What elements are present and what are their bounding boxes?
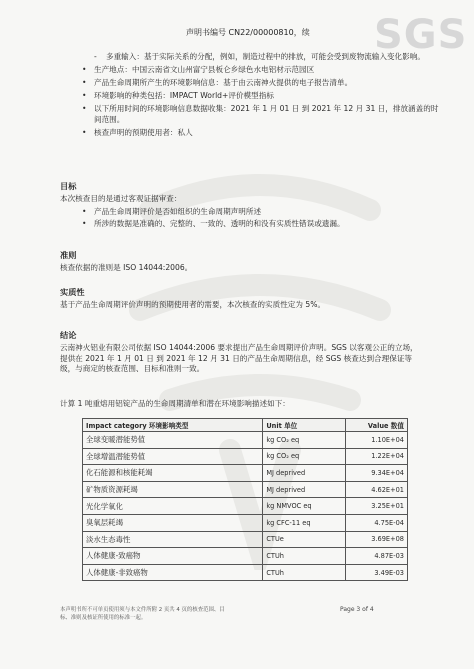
- bullet-marker-icon: •: [82, 90, 87, 100]
- bullet-marker-icon: •: [82, 127, 87, 137]
- impact-value: 3.69E+08: [345, 531, 407, 548]
- table-row: [83, 448, 408, 465]
- table-row: [83, 465, 408, 482]
- bullet-production-site: • 生产地点：中国云南省文山州富宁县板仑乡绿色水电铝材示范园区: [82, 64, 315, 74]
- impact-value: 1.10E+04: [345, 432, 407, 449]
- table-row: [83, 548, 408, 565]
- table-header-row: [83, 419, 408, 432]
- impact-category: 化石能源和核能耗竭: [83, 465, 263, 482]
- criteria-text: 核查依据的准则是 ISO 14044:2006。: [60, 263, 193, 272]
- goal-item: • 产品生命周期评价是否如组织的生命周期声明所述: [82, 206, 262, 216]
- impact-category: 淡水生态毒性: [83, 531, 263, 548]
- bullet-impact-categories: • 环境影响的种类包括：IMPACT World+评价模型指标: [82, 90, 274, 100]
- bullet-marker-icon: •: [82, 77, 87, 87]
- impact-category: 臭氧层耗竭: [83, 514, 263, 531]
- materiality-heading: 实质性: [60, 287, 85, 297]
- impact-unit: MJ deprived: [263, 481, 346, 498]
- impact-unit: CTUh: [263, 548, 346, 565]
- sgs-logo: SGS: [374, 12, 468, 58]
- goal-heading: 目标: [60, 181, 77, 191]
- table-row: [83, 498, 408, 515]
- impact-value: 4.87E-03: [345, 548, 407, 565]
- impact-unit: CTUh: [263, 564, 346, 581]
- goal-intro: 本次核查目的是通过客观证据审查：: [60, 194, 182, 203]
- impact-unit: kg CFC-11 eq: [263, 514, 346, 531]
- bullet-marker-icon: •: [82, 206, 87, 216]
- document-reference: 声明书编号 CN22/00000810，续: [186, 28, 310, 37]
- page-number: Page 3 of 4: [340, 606, 374, 613]
- criteria-heading: 准则: [60, 250, 77, 260]
- bullet-marker-icon: •: [82, 103, 87, 113]
- conclusion-heading: 结论: [60, 330, 77, 340]
- column-header-value: Value 数值: [345, 419, 407, 432]
- impact-category: 光化学氧化: [83, 498, 263, 515]
- bullet-marker-icon: -: [94, 52, 97, 61]
- impact-category: 矿物质资源耗竭: [83, 481, 263, 498]
- impact-value: 3.49E-03: [345, 564, 407, 581]
- table-row: [83, 564, 408, 581]
- bullet-impact-info: • 产品生命周期所产生的环境影响信息：基于由云南神火提供的电子报告清单。: [82, 77, 353, 87]
- materiality-text: 基于产品生命周期评价声明的预期使用者的需要，本次核查的实质性定为 5%。: [60, 300, 326, 309]
- column-header-unit: Unit 单位: [263, 419, 346, 432]
- bullet-marker-icon: •: [82, 219, 87, 229]
- bullet-marker-icon: •: [82, 64, 87, 74]
- impact-category: 人体健康-非致癌物: [83, 564, 263, 581]
- impact-value: 4.75E-04: [345, 514, 407, 531]
- impact-value: 9.34E+04: [345, 465, 407, 482]
- goal-section: [60, 194, 420, 230]
- table-row: [83, 531, 408, 548]
- impact-category: 全球变暖潜能势值: [83, 432, 263, 449]
- impact-value: 3.25E+01: [345, 498, 407, 515]
- impact-unit: kg CO₂ eq: [263, 448, 346, 465]
- bullet-multiple-inputs: - 多重输入：基于实际关系的分配，例如，制造过程中的排放，可能会受到废物流输入变化影响。: [94, 52, 425, 61]
- impact-unit: CTUe: [263, 531, 346, 548]
- table-row: [83, 514, 408, 531]
- impact-category: 全球增温潜能势值: [83, 448, 263, 465]
- scope-bullet-list: [82, 52, 442, 141]
- column-header-category: Impact category 环境影响类型: [83, 419, 263, 432]
- bullet-time-period: • 以下所用时间的环境影响信息数据收集：2021 年 1 月 01 日 到 2021 年 12 月 31 日，排放涵盖的时间范围。: [82, 103, 439, 124]
- impact-table: [82, 418, 408, 581]
- impact-unit: kg NMVOC eq: [263, 498, 346, 515]
- impact-value: 4.62E+01: [345, 481, 407, 498]
- bullet-intended-users: • 核查声明的预期使用者：私人: [82, 127, 193, 137]
- table-row: [83, 481, 408, 498]
- impact-category: 人体健康-致癌物: [83, 548, 263, 565]
- calculation-title: 计算 1 吨重熔用铝锭产品的生命周期清单和潜在环境影响描述如下：: [60, 399, 290, 408]
- goal-item: • 所涉的数据是准确的、完整的、一致的、透明的和没有实质性错误或遗漏。: [82, 219, 345, 229]
- footer-note: 本声明书所不可单页使用须与本文件所附 2 页共 4 页的核查范围、目标、准则及核证所使用的标准一起。: [60, 607, 225, 621]
- impact-unit: MJ deprived: [263, 465, 346, 482]
- conclusion-text: 云南神火铝业有限公司依据 ISO 14044:2006 要求提出产品生命周期评价声明。SGS 以客观公正的立场，提供在 2021 年 1 月 01 日 到 2021 年 12 月 31 日的产品生命周期信息，经 SGS 核查达到合理保证等级，与商定的核查范围、目标和准则一致。: [60, 343, 418, 374]
- table-row: [83, 432, 408, 449]
- impact-value: 1.22E+04: [345, 448, 407, 465]
- impact-unit: kg CO₂ eq: [263, 432, 346, 449]
